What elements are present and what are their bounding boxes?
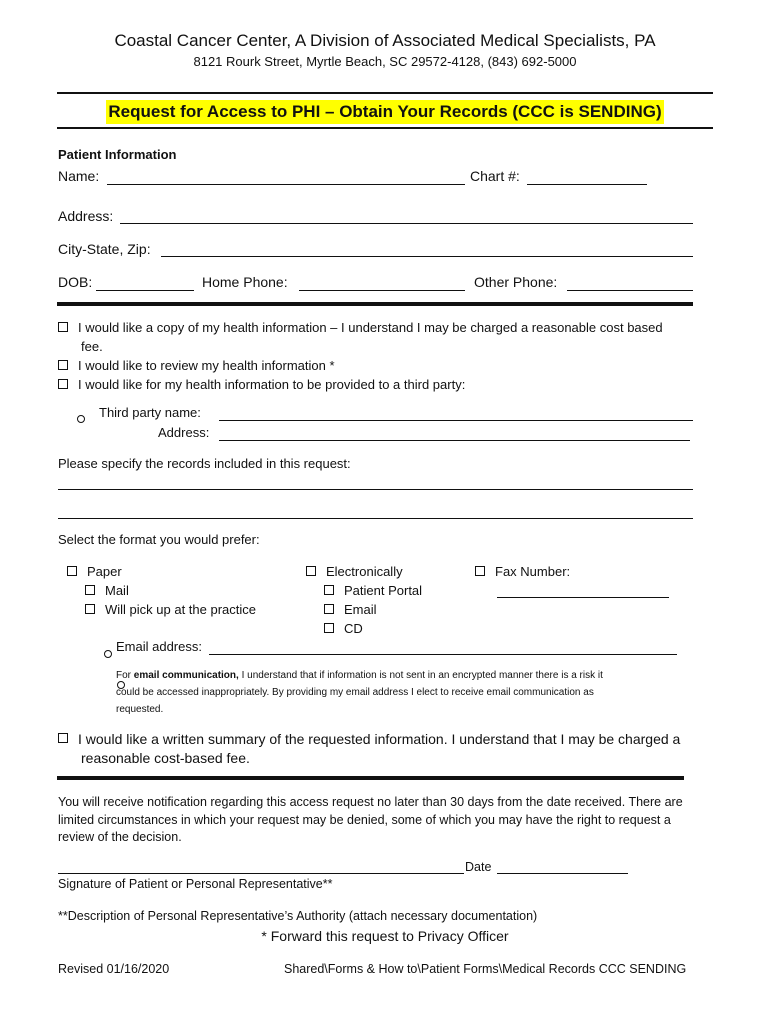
signature-label: Signature of Patient or Personal Representative** — [58, 877, 333, 891]
format-portal[interactable] — [324, 583, 422, 598]
dob-label: DOB: — [58, 274, 93, 290]
other-phone-field[interactable] — [567, 290, 693, 291]
address-field[interactable] — [120, 223, 693, 224]
checkbox-copy[interactable] — [58, 322, 68, 332]
email-address-field[interactable] — [209, 654, 677, 655]
patient-info-heading: Patient Information — [58, 147, 177, 162]
option-summary-cont: reasonable cost-based fee. — [81, 750, 250, 766]
signature-field[interactable] — [58, 873, 464, 874]
option-review-text: I would like to review my health information * — [78, 358, 335, 373]
records-field-2[interactable] — [58, 518, 693, 519]
option-copy-text: I would like a copy of my health information – I understand I may be charged a reasonable cost based — [78, 320, 663, 335]
format-mail[interactable] — [85, 583, 129, 598]
email-notice-line3: requested. — [116, 704, 164, 715]
section-divider-2 — [57, 776, 684, 780]
org-name: Coastal Cancer Center, A Division of Associated Medical Specialists, PA — [114, 31, 656, 50]
format-paper-text: Paper — [87, 564, 122, 579]
checkbox-summary[interactable] — [58, 733, 68, 743]
city-label: City-State, Zip: — [58, 241, 151, 257]
bullet-circle-icon — [104, 650, 112, 658]
option-copy-cont: fee. — [81, 339, 103, 354]
revised-date: Revised 01/16/2020 — [58, 962, 170, 976]
format-electronically[interactable] — [306, 564, 403, 579]
checkbox-fax[interactable] — [475, 566, 485, 576]
email-notice-line1 — [116, 670, 603, 681]
third-party-address-label: Address: — [158, 425, 210, 440]
format-mail-text: Mail — [105, 583, 129, 598]
date-field[interactable] — [497, 873, 628, 874]
fax-number-field[interactable] — [497, 597, 669, 598]
checkbox-review[interactable] — [58, 360, 68, 370]
checkbox-email[interactable] — [324, 604, 334, 614]
name-label: Name: — [58, 168, 100, 184]
checkbox-portal[interactable] — [324, 585, 334, 595]
format-pickup[interactable] — [85, 602, 256, 617]
checkbox-cd[interactable] — [324, 623, 334, 633]
forward-note: * Forward this request to Privacy Officer — [261, 928, 509, 944]
format-fax-text: Fax Number: — [495, 564, 571, 579]
option-summary-text: I would like a written summary of the requested information. I understand that I may be charged a — [78, 731, 681, 747]
chart-label: Chart #: — [470, 168, 520, 184]
format-portal-text: Patient Portal — [344, 583, 423, 598]
home-phone-label: Home Phone: — [202, 274, 288, 290]
chart-field[interactable] — [527, 184, 647, 185]
format-paper[interactable] — [67, 564, 122, 579]
format-cd-text: CD — [344, 621, 363, 636]
format-cd[interactable] — [324, 621, 363, 636]
email-address-label: Email address: — [116, 639, 202, 654]
name-field[interactable] — [107, 184, 465, 185]
third-party-name-field[interactable] — [219, 420, 693, 421]
title-rule-top — [57, 92, 713, 94]
option-third-party-text: I would like for my health information to be provided to a third party: — [78, 377, 466, 392]
option-summary[interactable] — [58, 731, 680, 747]
notification-line3: review of the decision. — [58, 830, 182, 844]
home-phone-field[interactable] — [299, 290, 465, 291]
option-third-party[interactable] — [58, 377, 465, 392]
address-label: Address: — [58, 208, 114, 224]
org-address: 8121 Rourk Street, Myrtle Beach, SC 29572-4128, (843) 692-5000 — [193, 54, 577, 69]
option-review[interactable] — [58, 358, 335, 373]
records-prompt: Please specify the records included in this request: — [58, 456, 351, 471]
format-prompt: Select the format you would prefer: — [58, 532, 260, 547]
rep-authority-note: **Description of Personal Representative’s Authority (attach necessary documentation) — [58, 909, 538, 923]
checkbox-electronically[interactable] — [306, 566, 316, 576]
checkbox-mail[interactable] — [85, 585, 95, 595]
email-notice-line2: could be accessed inappropriately. By providing my email address I elect to receive email communication as — [116, 687, 594, 698]
option-copy[interactable] — [58, 320, 663, 335]
checkbox-third-party[interactable] — [58, 379, 68, 389]
date-label: Date — [465, 860, 492, 874]
email-notice-prefix: For — [116, 670, 134, 681]
bullet-circle-icon — [77, 415, 85, 423]
city-field[interactable] — [161, 256, 693, 257]
file-path: Shared\Forms & How to\Patient Forms\Medical Records CCC SENDING — [284, 962, 687, 976]
records-field-1[interactable] — [58, 489, 693, 490]
checkbox-paper[interactable] — [67, 566, 77, 576]
third-party-address-field[interactable] — [219, 440, 690, 441]
format-pickup-text: Will pick up at the practice — [105, 602, 257, 617]
form-title: Request for Access to PHI – Obtain Your Records (CCC is SENDING) — [106, 100, 663, 124]
format-electronically-text: Electronically — [326, 564, 403, 579]
email-notice-rest: I understand that if information is not sent in an encrypted manner there is a risk it — [238, 670, 603, 681]
notification-line1: You will receive notification regarding this access request no later than 30 days from the date received. There are — [58, 795, 683, 809]
email-notice-bold: email communication, — [133, 670, 239, 681]
section-divider-1 — [57, 302, 693, 306]
third-party-name-label: Third party name: — [99, 405, 201, 420]
title-rule-bottom — [57, 127, 713, 129]
title-block — [0, 100, 770, 124]
checkbox-pickup[interactable] — [85, 604, 95, 614]
format-email[interactable] — [324, 602, 377, 617]
format-fax[interactable] — [475, 564, 570, 579]
other-phone-label: Other Phone: — [474, 274, 558, 290]
format-email-text: Email — [344, 602, 377, 617]
notification-line2: limited circumstances in which your request may be denied, some of which you may have the right to request a — [58, 813, 671, 827]
dob-field[interactable] — [96, 290, 194, 291]
